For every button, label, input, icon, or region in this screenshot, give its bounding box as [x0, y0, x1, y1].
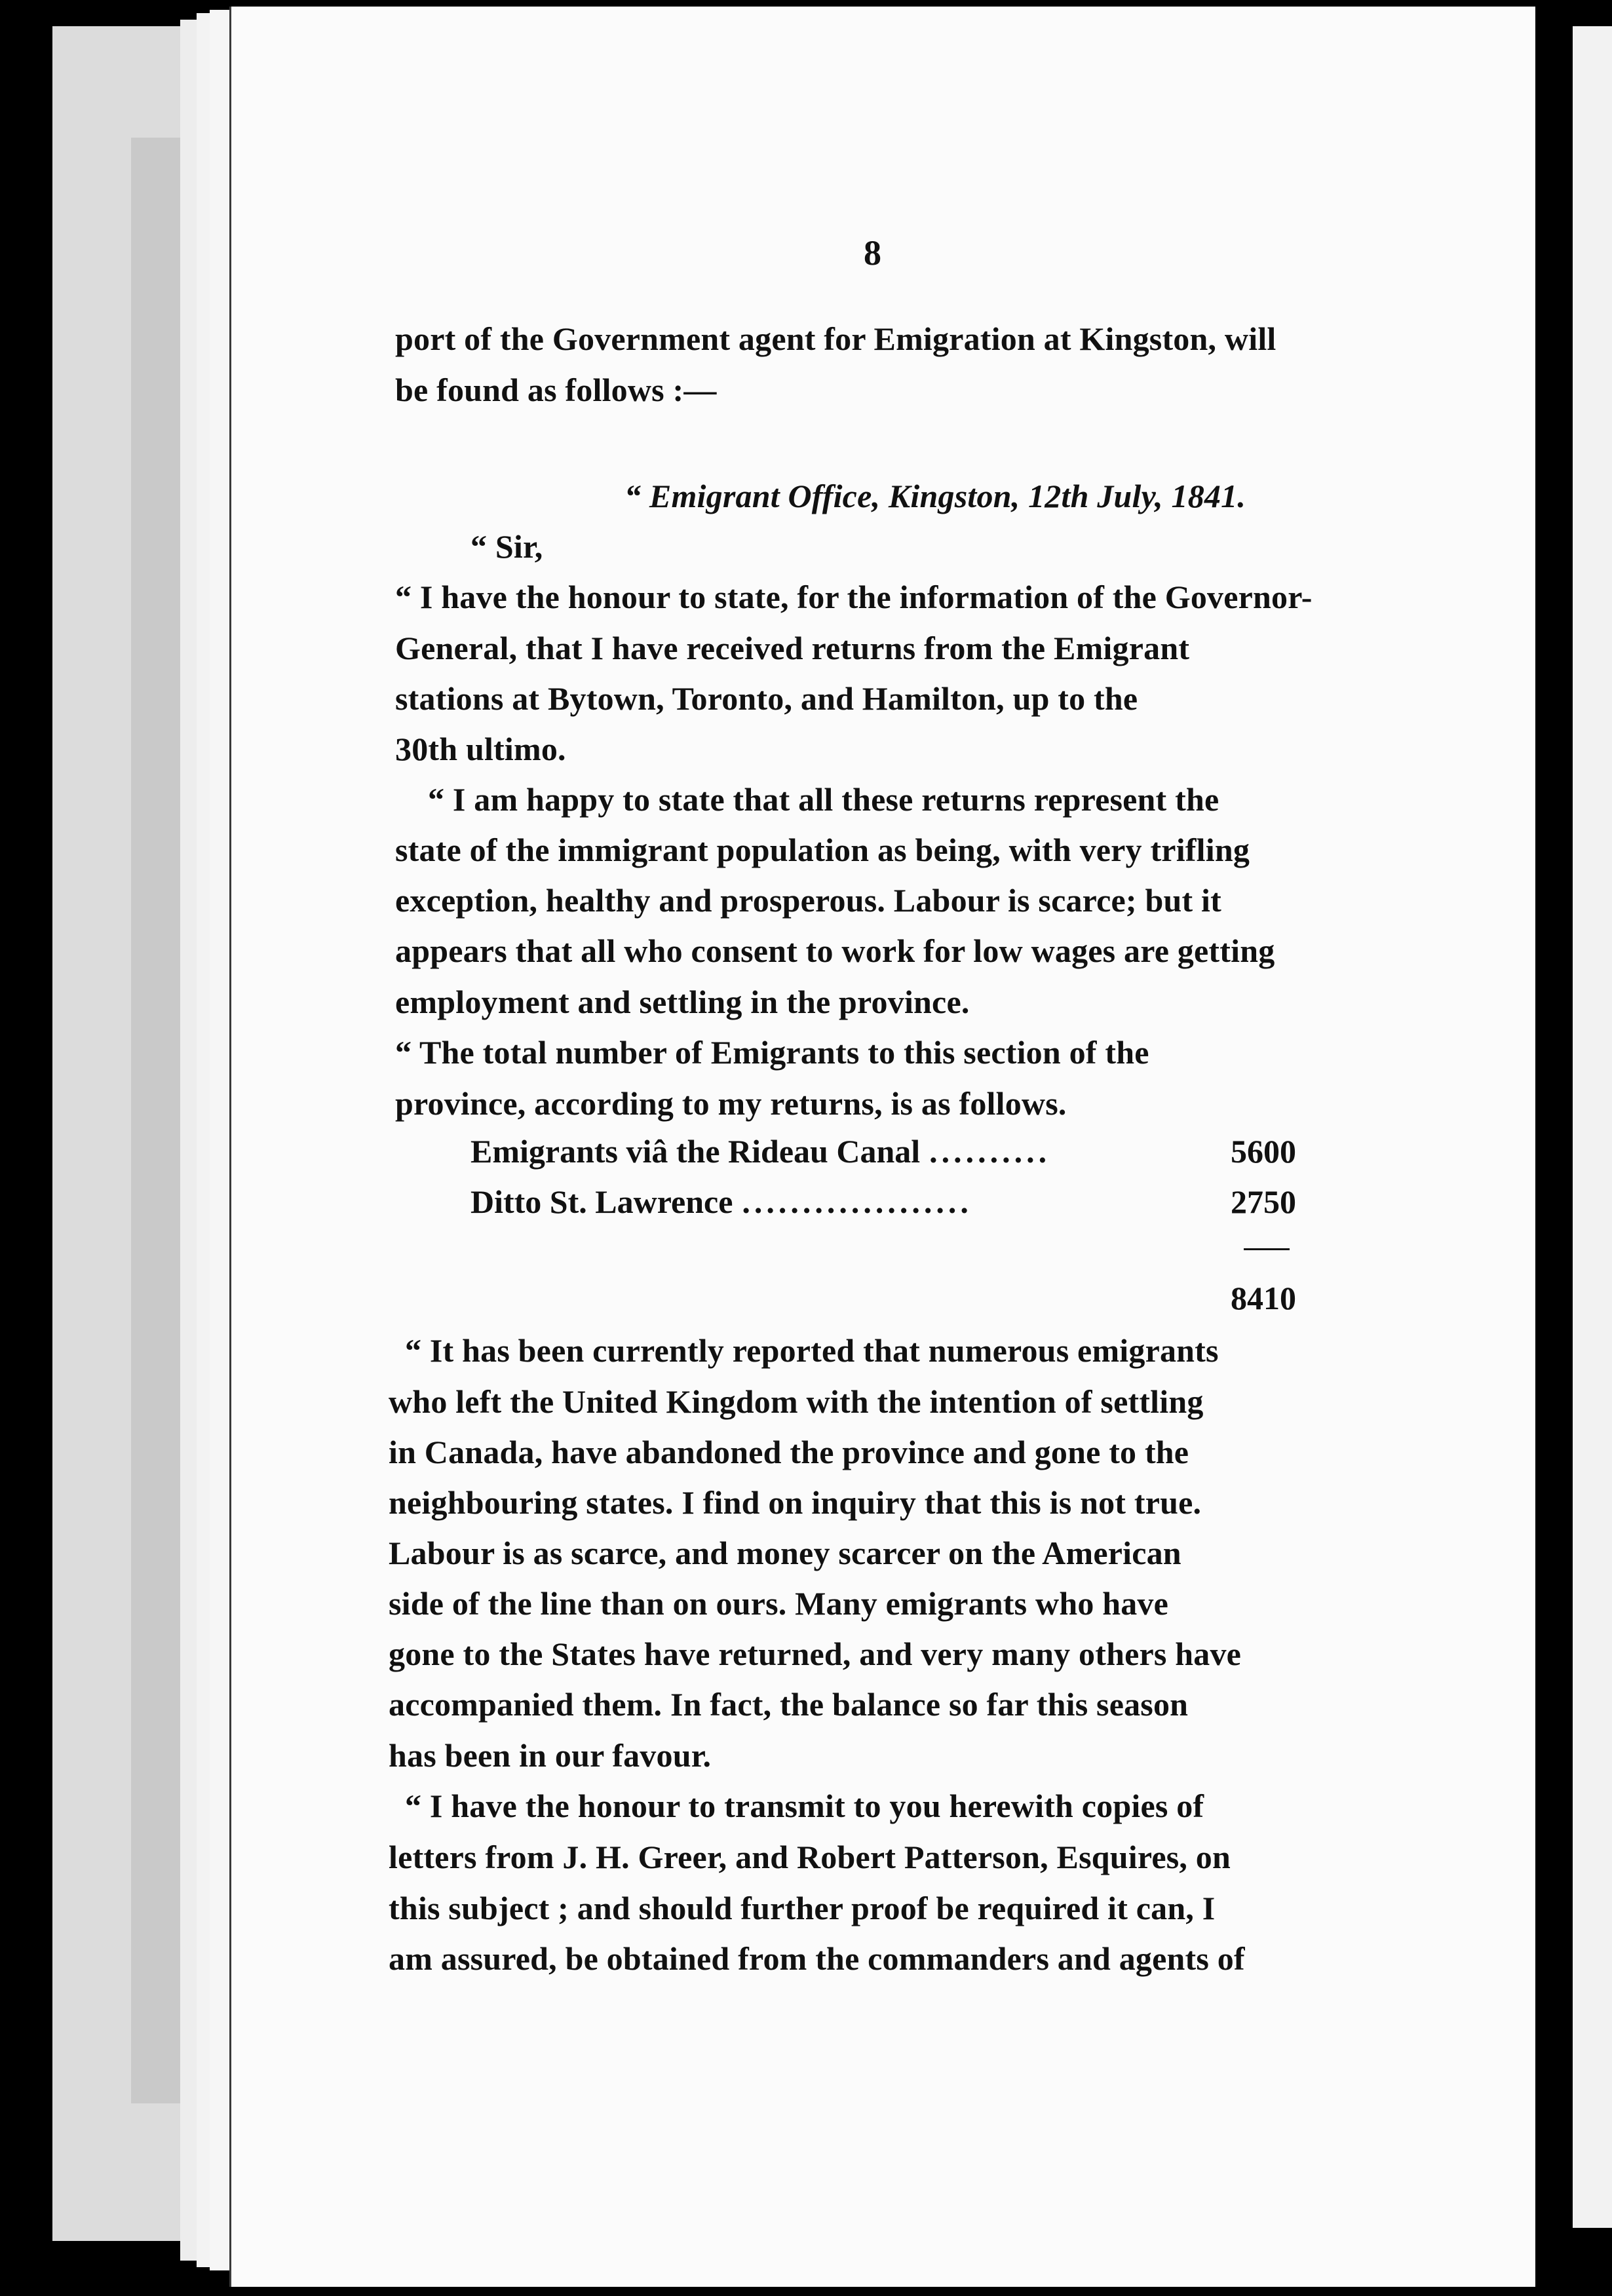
text-line: exception, healthy and prosperous. Labour is scarce; but it — [395, 882, 1221, 919]
text-line: letters from J. H. Greer, and Robert Patterson, Esquires, on — [389, 1839, 1231, 1875]
page-number: 8 — [864, 233, 881, 273]
table-row — [470, 1183, 1296, 1221]
table-row — [470, 1132, 1296, 1170]
text-line: gone to the States have returned, and very many others have — [389, 1636, 1242, 1672]
text-line: “ I am happy to state that all these returns represent the — [428, 781, 1219, 818]
text-line: has been in our favour. — [389, 1737, 712, 1774]
text-line: appears that all who consent to work for low wages are getting — [395, 932, 1275, 969]
row-value: 2750 — [1231, 1183, 1296, 1220]
leader-dots: .......... — [929, 1133, 1051, 1170]
page-sheet — [229, 7, 1535, 2287]
text-line: stations at Bytown, Toronto, and Hamilton, up to the — [395, 680, 1138, 717]
text-line: province, according to my returns, is as follows. — [395, 1085, 1067, 1122]
sum-rule — [1244, 1248, 1290, 1250]
text-line: port of the Government agent for Emigration at Kingston, will — [395, 320, 1276, 357]
text-line: Labour is as scarce, and money scarcer on the American — [389, 1535, 1181, 1571]
text-line: 30th ultimo. — [395, 731, 566, 767]
text-line: side of the line than on ours. Many emigrants who have — [389, 1585, 1169, 1622]
text-line: accompanied them. In fact, the balance so far this season — [389, 1686, 1189, 1723]
row-label: Emigrants viâ the Rideau Canal — [470, 1133, 921, 1170]
salutation: “ Sir, — [470, 528, 543, 565]
adjacent-page-edge — [1573, 26, 1612, 2228]
dateline: “ Emigrant Office, Kingston, 12th July, 1841. — [624, 478, 1246, 514]
row-value: 5600 — [1231, 1133, 1296, 1170]
text-line: “ I have the honour to state, for the information of the Governor- — [395, 579, 1313, 615]
text-line: in Canada, have abandoned the province and gone to the — [389, 1434, 1189, 1470]
text-line: “ It has been currently reported that numerous emigrants — [405, 1332, 1219, 1369]
text-line: “ The total number of Emigrants to this section of the — [395, 1034, 1149, 1071]
table-total: 8410 — [1231, 1280, 1296, 1316]
text-line: employment and settling in the province. — [395, 984, 970, 1020]
text-line: General, that I have received returns from the Emigrant — [395, 630, 1190, 666]
text-line: be found as follows :— — [395, 372, 717, 408]
text-line: “ I have the honour to transmit to you herewith copies of — [405, 1788, 1204, 1824]
text-line: this subject ; and should further proof be required it can, I — [389, 1890, 1216, 1926]
text-line: neighbouring states. I find on inquiry that this is not true. — [389, 1484, 1202, 1521]
text-line: state of the immigrant population as being, with very trifling — [395, 832, 1250, 868]
text-line: am assured, be obtained from the commanders and agents of — [389, 1940, 1245, 1977]
text-line: who left the United Kingdom with the intention of settling — [389, 1383, 1204, 1420]
leader-dots: ................... — [742, 1183, 972, 1220]
row-label: Ditto St. Lawrence — [470, 1183, 733, 1220]
